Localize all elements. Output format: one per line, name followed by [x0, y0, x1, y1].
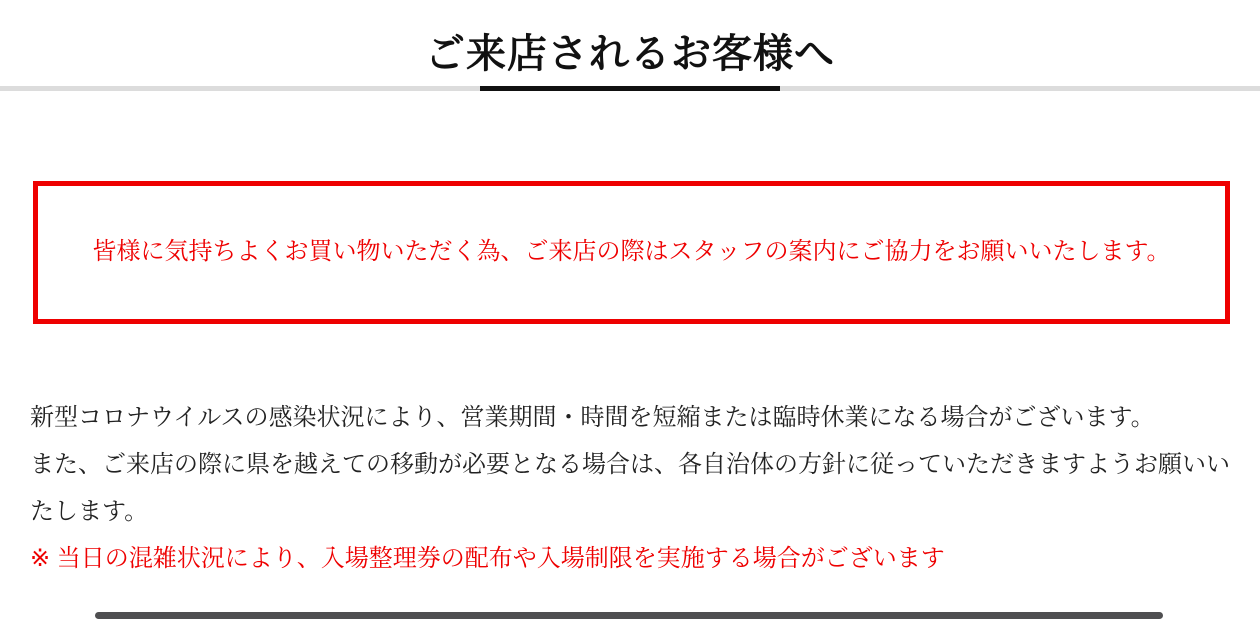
horizontal-scrollbar-thumb[interactable]	[95, 612, 1163, 619]
title-divider	[0, 86, 1260, 91]
notice-box	[33, 181, 1230, 324]
notice-box-message: 皆様に気持ちよくお買い物いただく為、ご来店の際はスタッフの案内にご協力をお願いいたします。	[92, 238, 1171, 266]
info-paragraph-business-hours: 新型コロナウイルスの感染状況により、営業期間・時間を短縮または臨時休業になる場合がございます。	[30, 404, 1155, 431]
info-paragraph-travel-policy: また、ご来店の際に県を越えての移動が必要となる場合は、各自治体の方針に従っていただきますようお願いいたします。	[30, 451, 1230, 525]
page-title: ご来店されるお客様へ	[425, 32, 835, 76]
info-note-entry-restriction: ※ 当日の混雑状況により、入場整理券の配布や入場制限を実施する場合がございます	[30, 545, 945, 572]
horizontal-scrollbar-track	[0, 610, 1260, 620]
page-header	[0, 0, 1260, 91]
title-underline-accent	[480, 86, 780, 91]
info-block	[30, 394, 1232, 582]
